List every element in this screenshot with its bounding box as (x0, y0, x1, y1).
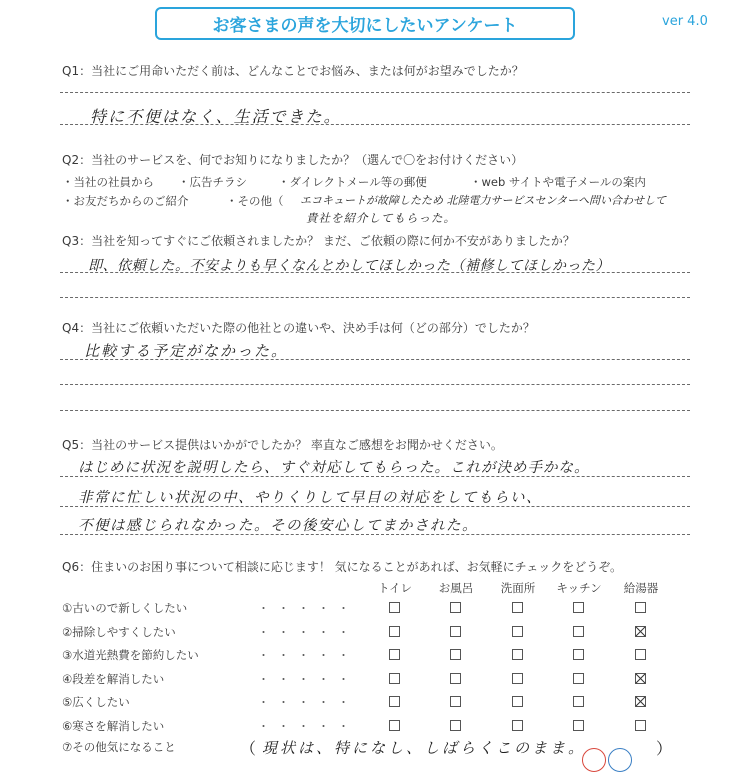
q6-checkbox[interactable] (389, 649, 400, 660)
q6-checkbox[interactable] (450, 602, 461, 613)
q6-checkbox[interactable] (450, 626, 461, 637)
q6-checkbox[interactable] (635, 696, 646, 707)
q6-row-label: ⑤広くしたい (62, 695, 130, 709)
q1-answer: 特に不便はなく、生活できた。 (90, 107, 342, 126)
q6-checkbox[interactable] (450, 696, 461, 707)
q3-question: Q3：当社を知ってすぐにご依頼されましたか？ まだ、ご依頼の際に何か不安がありましたか？ (62, 234, 575, 248)
q5-answer-line-3: 不便は感じられなかった。その後安心してまかされた。 (78, 518, 478, 534)
q3-line-1 (60, 272, 690, 273)
q6-checkbox[interactable] (573, 673, 584, 684)
survey-title: お客さまの声を大切にしたいアンケート (212, 16, 518, 36)
column-kitchen: キッチン (556, 581, 602, 595)
q5-line-3 (60, 534, 690, 535)
q2-option-dm: ・ダイレクトメール等の郵便 (278, 175, 427, 189)
q1-line-2 (60, 124, 690, 125)
q2-answer-line-2: 貴社を紹介してもらった。 (306, 211, 456, 225)
q5-line-2 (60, 506, 690, 507)
q2-option-friend: ・お友だちからのご紹介 (62, 194, 189, 208)
q6-checkbox[interactable] (450, 673, 461, 684)
q6-row-label: ⑥寒さを解消したい (62, 718, 165, 733)
q6-checkbox[interactable] (512, 696, 523, 707)
q2-option-other: ・その他（ (226, 194, 284, 208)
q6-checkbox[interactable] (573, 696, 584, 707)
q6-row-label: ④段差を解消したい (62, 671, 165, 686)
q2-option-flyer: ・広告チラシ (178, 175, 247, 189)
q6-checkbox[interactable] (389, 720, 400, 731)
q6-checkbox[interactable] (573, 720, 584, 731)
q4-line-3 (60, 410, 690, 411)
column-washroom: 洗面所 (500, 581, 536, 595)
q6-checkbox[interactable] (450, 720, 461, 731)
q4-question: Q4：当社にご依頼いただいた際の他社との違いや、決め手は何（どの部分）でしたか？ (62, 321, 535, 335)
q5-answer-line-2: 非常に忙しい状況の中、やりくりして早目の対応をしてもらい、 (78, 490, 542, 506)
survey-title-box (155, 7, 575, 40)
q5-answer-line-1: はじめに状況を説明したら、すぐ対応してもらった。これが決め手かな。 (78, 460, 590, 476)
q6-checkbox[interactable] (635, 649, 646, 660)
q6-row-label: ②掃除しやすくしたい (62, 624, 176, 639)
q6-checkbox[interactable] (573, 649, 584, 660)
q6-checkbox[interactable] (635, 626, 646, 637)
q4-answer: 比較する予定がなかった。 (84, 342, 289, 360)
q4-line-2 (60, 384, 690, 385)
q6-row-dots: ・・・・・ (258, 696, 358, 709)
q6-other-open-paren: （ (240, 739, 259, 758)
q2-option-staff: ・当社の社員から (62, 175, 154, 189)
column-toilet: トイレ (378, 581, 412, 595)
q4-line-1 (60, 359, 690, 360)
column-water-heater: 給湯器 (623, 581, 659, 595)
q3-answer: 即、依頼した。不安よりも早くなんとかしてほしかった（補修してほしかった） (88, 258, 610, 274)
q6-checkbox[interactable] (512, 720, 523, 731)
q6-checkbox[interactable] (389, 673, 400, 684)
q6-checkbox[interactable] (512, 649, 523, 660)
version-label: ver 4.0 (662, 14, 708, 29)
q6-question: Q6：住まいのお困り事について相談に応じます！ 気になることがあれば、お気軽にチェックをどうぞ。 (62, 560, 623, 574)
q6-checkbox[interactable] (512, 602, 523, 613)
q6-checkbox[interactable] (512, 626, 523, 637)
q5-line-1 (60, 476, 690, 477)
q6-row-label: ①古いので新しくしたい (62, 601, 188, 615)
q5-question: Q5：当社のサービス提供はいかがでしたか？ 率直なご感想をお聞かせください。 (62, 438, 503, 452)
q6-row-dots: ・・・・・ (258, 625, 358, 639)
q6-checkbox[interactable] (635, 602, 646, 613)
q6-other-close-paren: ） (656, 739, 675, 758)
q6-checkbox[interactable] (389, 696, 400, 707)
q6-other-label: ⑦その他気になること (62, 740, 176, 754)
q6-other-answer: 現状は、特になし、しばらくこのまま。 (262, 739, 587, 757)
q1-question: Q1：当社にご用命いただく前は、どんなことでお悩み、または何がお望みでしたか？ (62, 64, 524, 78)
q6-checkbox[interactable] (512, 673, 523, 684)
q6-row-dots: ・・・・・ (258, 649, 358, 662)
red-stamp-mark (582, 748, 606, 772)
blue-stamp-mark (608, 748, 632, 772)
column-bath: お風呂 (438, 581, 474, 595)
q6-row-label: ③水道光熱費を節約したい (62, 648, 199, 662)
q2-question: Q2：当社のサービスを、何でお知りになりましたか？（選んで〇をお付けください） (62, 153, 524, 167)
q6-checkbox[interactable] (573, 602, 584, 613)
q6-checkbox[interactable] (450, 649, 461, 660)
q2-option-web: ・web サイトや電子メールの案内 (470, 175, 646, 189)
q3-line-2 (60, 297, 690, 298)
q6-checkbox[interactable] (573, 626, 584, 637)
q6-checkbox[interactable] (389, 626, 400, 637)
q6-checkbox[interactable] (389, 602, 400, 613)
q6-row-dots: ・・・・・ (258, 602, 358, 615)
q1-line-1 (60, 92, 690, 93)
q2-answer-line-1: エコキュートが故障したため 北陸電力サービスセンターへ問い合わせして (300, 194, 667, 207)
q6-checkbox[interactable] (635, 673, 646, 684)
q6-row-dots: ・・・・・ (258, 672, 358, 686)
q6-row-dots: ・・・・・ (258, 719, 358, 733)
q6-checkbox[interactable] (635, 720, 646, 731)
